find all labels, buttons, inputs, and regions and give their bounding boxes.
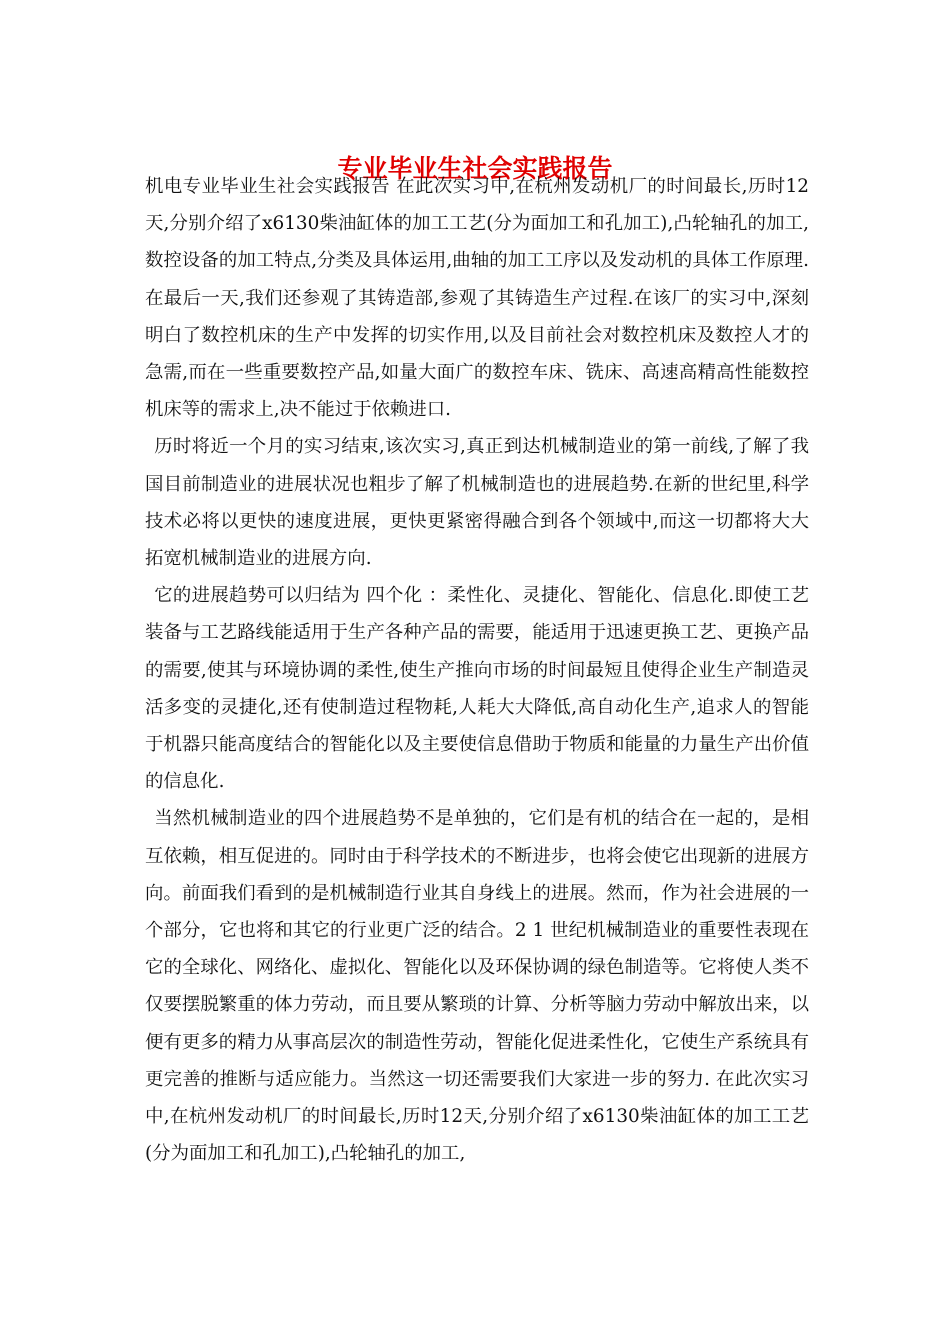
paragraph-1: 机电专业毕业生社会实践报告 在此次实习中,在杭州发动机厂的时间最长,历时12天,分别介绍了x6130柴油缸体的加工工艺(分为面加工和孔加工),凸轮轴孔的加工,数控设备的加工特点,分类及具体运用,曲轴的加工工序以及发动机的具体工作原理.在最后一天,我们还参观了其铸造部,参观了其铸造生产过程.在该厂的实习中,深刻明白了数控机床的生产中发挥的切实作用,以及目前社会对数控机床及数控人才的急需,而在一些重要数控产品,如量大面广的数控车床、铣床、高速高精高性能数控机床等的需求上,决不能过于依赖进口. — [145, 176, 809, 421]
paragraph-3: 它的进展趋势可以归结为 四个化 ：柔性化、灵捷化、智能化、信息化.即使工艺装备与工艺路线能适用于生产各种产品的需要，能适用于迅速更换工艺、更换产品的需要,使其与环境协调的柔性,使生产推向市场的时间最短且使得企业生产制造灵活多变的灵捷化,还有使制造过程物耗,人耗大大降低,高自动化生产,追求人的智能于机器只能高度结合的智能化以及主要使信息借助于物质和能量的力量生产出价值的信息化. — [145, 585, 809, 793]
paragraph-4: 当然机械制造业的四个进展趋势不是单独的，它们是有机的结合在一起的，是相互依赖，相互促进的。同时由于科学技术的不断进步，也将会使它出现新的进展方向。前面我们看到的是机械制造行业其自身线上的进展。然而，作为社会进展的一个部分，它也将和其它的行业更广泛的结合。2 1 世纪机械制造业的重要性表现在它的全球化、网络化、虚拟化、智能化以及环保协调的绿色制造等。它将使人类不仅要摆脱繁重的体力劳动，而且要从繁琐的计算、分析等脑力劳动中解放出来，以便有更多的精力从事高层次的制造性劳动，智能化促进柔性化，它使生产系统具有更完善的推断与适应能力。当然这一切还需要我们大家进一步的努力. 在此次实习中,在杭州发动机厂的时间最长,历时12天,分别介绍了x6130柴油缸体的加工工艺(分为面加工和孔加工),凸轮轴孔的加工, — [145, 808, 809, 1165]
page-title: 专业毕业生社会实践报告 — [337, 154, 613, 183]
paragraph-2: 历时将近一个月的实习结束,该次实习,真正到达机械制造业的第一前线,了解了我国目前制造业的进展状况也粗步了解了机械制造也的进展趋势.在新的世纪里,科学技术必将以更快的速度进展，更快更紧密得融合到各个领域中,而这一切都将大大拓宽机械制造业的进展方向. — [145, 436, 809, 570]
document-body — [145, 168, 809, 1172]
